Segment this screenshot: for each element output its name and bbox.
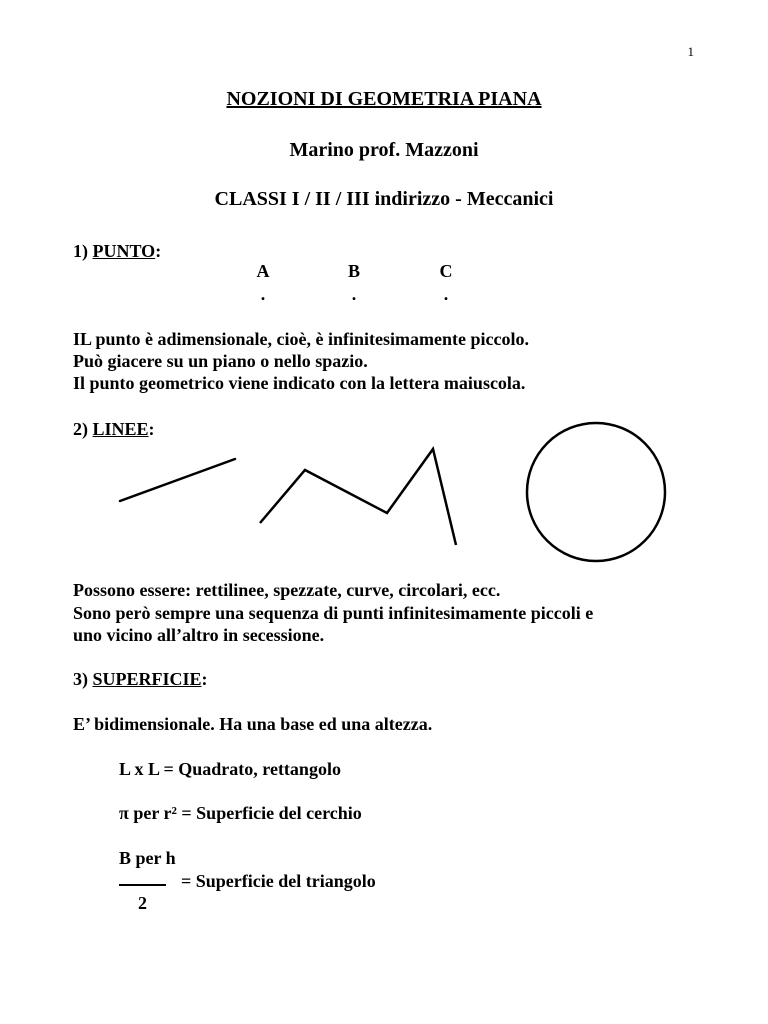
formula-triangle: = Superficie del triangolo	[181, 871, 376, 891]
triangle-denominator: 2	[138, 893, 147, 913]
section-2-title: LINEE	[92, 419, 149, 439]
section-1-title: PUNTO	[92, 241, 156, 261]
section-3-colon: :	[201, 669, 208, 689]
point-dot-b: .	[351, 284, 357, 304]
formula-circle: π per r² = Superficie del cerchio	[119, 803, 362, 823]
document-title: NOZIONI DI GEOMETRIA PIANA	[226, 88, 542, 110]
section-3-title: SUPERFICIE	[92, 669, 202, 689]
page-number: 1	[687, 44, 694, 59]
point-label-c: C	[439, 261, 453, 281]
broken-line-figure	[260, 449, 456, 545]
section-1-number: 1)	[73, 241, 93, 261]
point-label-b: B	[347, 261, 360, 281]
section-1-line-1: IL punto è adimensionale, cioè, è infinitesimamente piccolo.	[73, 329, 529, 349]
fraction-bar	[119, 884, 166, 886]
formula-square: L x L = Quadrato, rettangolo	[119, 759, 341, 779]
point-dot-a: .	[260, 284, 266, 304]
straight-line-figure	[120, 459, 235, 501]
author-line: Marino prof. Mazzoni	[289, 139, 479, 161]
section-1-colon: :	[155, 241, 162, 261]
circle-figure	[527, 423, 665, 561]
section-2-line-3: uno vicino all’altro in secessione.	[73, 625, 325, 645]
point-dot-c: .	[443, 284, 449, 304]
section-2-line-1: Possono essere: rettilinee, spezzate, curve, circolari, ecc.	[73, 580, 501, 600]
section-2-colon: :	[148, 419, 155, 439]
section-3-number: 3)	[73, 669, 93, 689]
point-label-a: A	[256, 261, 270, 281]
section-3-heading	[73, 668, 208, 690]
section-2-line-2: Sono però sempre una sequenza di punti infinitesimamente piccoli e	[73, 603, 594, 623]
classes-line: CLASSI I / II / III indirizzo - Meccanici	[214, 188, 554, 210]
section-1-line-3: Il punto geometrico viene indicato con la lettera maiuscola.	[73, 373, 526, 393]
triangle-numerator: B per h	[119, 848, 176, 868]
section-1-line-2: Può giacere su un piano o nello spazio.	[73, 351, 368, 371]
section-2-number: 2)	[73, 419, 93, 439]
section-3-intro: E’ bidimensionale. Ha una base ed una altezza.	[73, 714, 433, 734]
